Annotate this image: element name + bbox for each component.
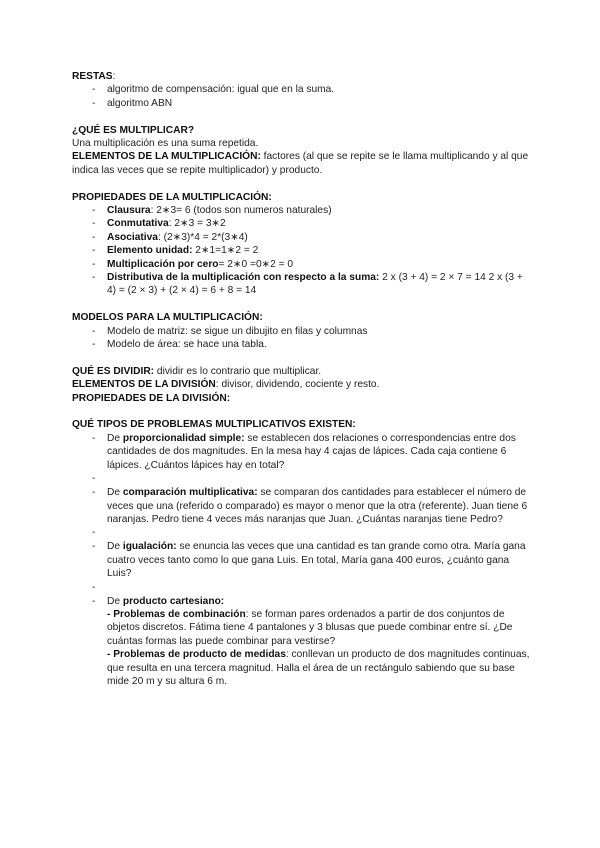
propiedades-multiplicacion-heading: PROPIEDADES DE LA MULTIPLICACIÓN:: [72, 191, 272, 203]
list-item: - Conmutativa: 2∗3 = 3∗2: [72, 217, 530, 230]
modelos-list: [72, 325, 530, 352]
propiedades-division-heading: PROPIEDADES DE LA DIVISIÓN:: [72, 392, 231, 404]
list-item: - De proporcionalidad simple: se establecen dos relaciones o correspondencias entre dos cantidades de dos magnitudes. En la mesa hay 4 cajas de lápices. Cada caja contiene 6 lápices. ¿Cuántos lápices hay en total?: [72, 432, 530, 472]
multiplicar-heading: ¿QUÉ ES MULTIPLICAR?: [72, 124, 195, 136]
list-item: - Multiplicación por cero= 2∗0 =0∗2 = 0: [72, 258, 530, 271]
restas-list: [72, 83, 530, 110]
spacer: [72, 581, 530, 595]
list-item: - Elemento unidad: 2∗1=1∗2 = 2: [72, 244, 530, 257]
problemas-list: [72, 432, 530, 689]
spacer: [72, 472, 530, 486]
list-item: - Distributiva de la multiplicación con respecto a la suma: 2 x (3 + 4) = 2 × 7 = 14 2 x (3 + 4) = (2 × 3) + (2 × 4) = 6 + 8 = 14: [72, 271, 530, 298]
list-item: - Modelo de matriz: se sigue un dibujito en filas y columnas: [72, 325, 530, 338]
restas-heading: RESTAS: [72, 71, 113, 82]
que-es-dividir: QUÉ ES DIVIDIR: dividir es lo contrario que multiplicar.: [72, 365, 322, 377]
restas-heading-line: RESTAS:: [72, 71, 116, 82]
list-item: - Modelo de área: se hace una tabla.: [72, 338, 530, 351]
list-item: - Clausura: 2∗3= 6 (todos son numeros naturales): [72, 204, 530, 217]
modelos-heading: MODELOS PARA LA MULTIPLICACIÓN:: [72, 312, 263, 324]
list-item: - algoritmo ABN: [72, 97, 530, 110]
spacer: [72, 526, 530, 540]
propiedades-list: [72, 204, 530, 298]
list-item: - De igualación: se enuncia las veces que una cantidad es tan grande como otra. María gana cuatro veces tanto como lo que gana Luis. En total, María gana 400 euros, ¿cuánto gana Luis?: [72, 540, 530, 580]
tipos-problemas-heading: QUÉ TIPOS DE PROBLEMAS MULTIPLICATIVOS EXISTEN:: [72, 419, 356, 431]
list-item: - algoritmo de compensación: igual que en la suma.: [72, 83, 530, 96]
list-item: - De comparación multiplicativa: se comparan dos cantidades para establecer el número de veces que una (referido o comparado) es mayor o menor que la otra (referente). Juan tiene 6 naranjas. Pedro tiene 4 veces más naranjas que Juan. ¿Cuántas naranjas tiene Pedro?: [72, 486, 530, 526]
multiplicar-text: Una multiplicación es una suma repetida.: [72, 138, 259, 150]
elementos-division: ELEMENTOS DE LA DIVISIÓN: divisor, dividendo, cociente y resto.: [72, 379, 380, 391]
list-item: - De producto cartesiano: - Problemas de combinación: se forman pares ordenados a partir de dos conjuntos de objetos discretos. Fátima tiene 4 pantalones y 3 blusas que puede combinar entre sí. ¿De cuántas formas las puede combinar para vestirse? - Problemas de producto de medidas: conllevan un producto de dos magnitudes continuas, que resulta en una tercera magnitud. Halla el área de un rectángulo sabiendo que su base mide 20 m y su altura 6 m.: [72, 595, 530, 689]
elementos-multiplicacion: ELEMENTOS DE LA MULTIPLICACIÓN: factores (al que se repite se le llama multiplicando y al que indica las veces que se repite multiplicador) y producto.: [72, 151, 529, 176]
list-item: - Asociativa: (2∗3)*4 = 2*(3∗4): [72, 231, 530, 244]
